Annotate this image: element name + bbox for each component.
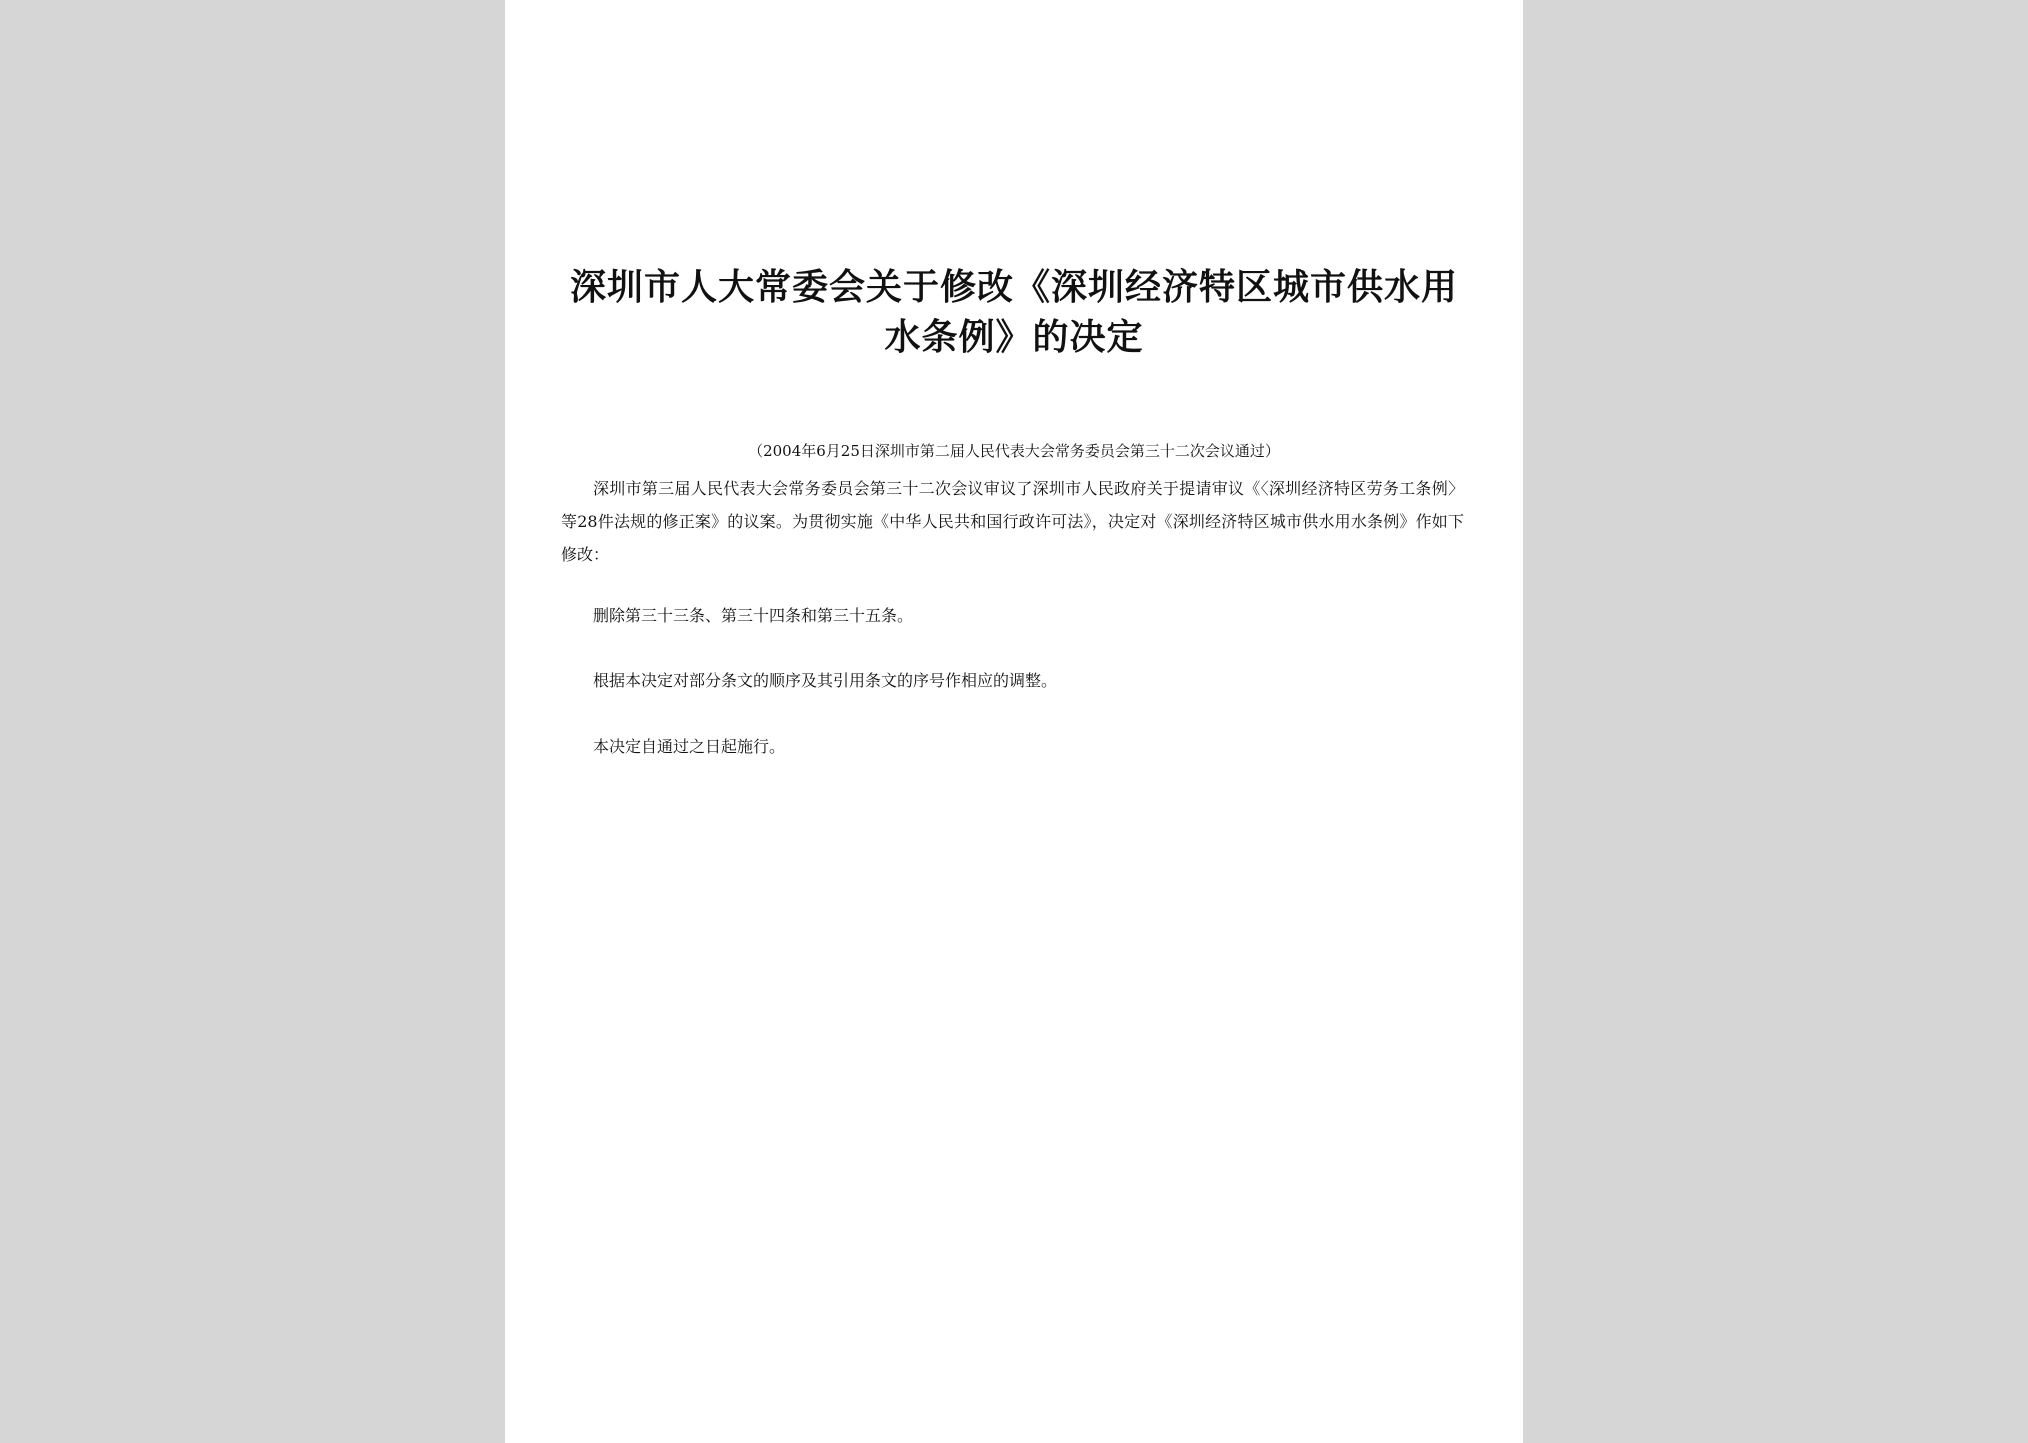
adoption-note: （2004年6月25日深圳市第二届人民代表大会常务委员会第三十二次会议通过） (748, 442, 1280, 460)
effective-date-paragraph: 本决定自通过之日起施行。 (593, 737, 786, 756)
document-title-line-2: 水条例》的决定 (884, 316, 1144, 358)
document-title-line-1: 深圳市人大常委会关于修改《深圳经济特区城市供水用 (569, 266, 1458, 308)
adjustment-paragraph: 根据本决定对部分条文的顺序及其引用条文的序号作相应的调整。 (593, 671, 1058, 690)
document-title (555, 262, 1473, 362)
document-page (505, 0, 1523, 1443)
amendment-paragraph: 删除第三十三条、第三十四条和第三十五条。 (593, 606, 914, 625)
intro-paragraph: 深圳市第三届人民代表大会常务委员会第三十二次会议审议了深圳市人民政府关于提请审议《〈深圳经济特区劳务工条例〉等28件法规的修正案》的议案。为贯彻实施《中华人民共和国行政许可法》，决定对《深圳经济特区城市供水用水条例》作如下修改： (561, 479, 1464, 564)
